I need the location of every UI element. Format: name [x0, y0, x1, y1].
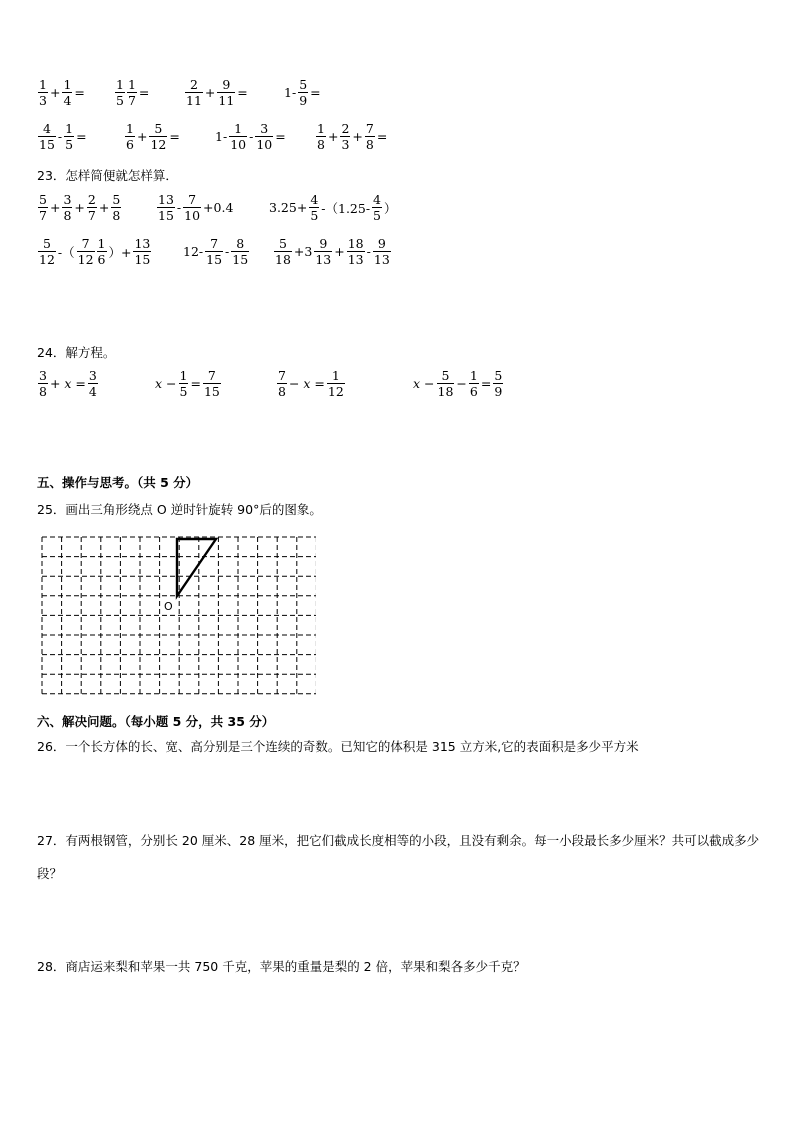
operator: +	[334, 244, 345, 260]
denominator: 15	[158, 208, 174, 224]
fraction	[111, 193, 121, 222]
numerator: 2	[87, 192, 96, 207]
denominator: 13	[373, 252, 390, 268]
denominator: 13	[347, 252, 364, 268]
numerator: 3	[260, 121, 269, 136]
fraction	[77, 237, 95, 266]
dashed-grid	[42, 537, 316, 694]
fraction	[327, 369, 345, 398]
operator: −	[456, 376, 467, 392]
denominator: 15	[134, 252, 151, 268]
operator: x −	[155, 376, 177, 392]
numerator: 5	[42, 236, 51, 251]
operator: =	[76, 129, 87, 145]
fraction	[316, 122, 326, 151]
operator: -	[249, 129, 254, 145]
numerator: 3	[39, 368, 47, 383]
denominator: 4	[63, 93, 72, 109]
operator: =	[74, 85, 85, 101]
denominator: 8	[365, 137, 374, 153]
denominator: 15	[39, 137, 55, 153]
fraction	[62, 78, 72, 107]
operator: =	[237, 85, 248, 101]
operator: =	[169, 129, 180, 145]
fraction	[97, 237, 107, 266]
fraction	[179, 369, 189, 398]
numerator: 5	[494, 368, 503, 383]
q28-text: 28．商店运来梨和苹果一共 750 千克，苹果的重量是梨的 2 倍，苹果和梨各多少千克？	[37, 959, 526, 974]
denominator: 13	[315, 252, 332, 268]
operator: +	[49, 85, 61, 101]
numerator: 5	[299, 77, 308, 92]
denominator: 4	[88, 384, 97, 400]
q24-eq-1	[37, 369, 99, 398]
point-o-label: O	[164, 600, 173, 613]
numerator: 1	[179, 368, 188, 383]
numerator: 18	[347, 236, 364, 251]
numerator: 9	[319, 236, 328, 251]
operator: +	[98, 200, 110, 216]
fraction	[38, 193, 48, 222]
fraction	[88, 369, 98, 398]
operator: =	[190, 376, 201, 392]
numerator: 1	[97, 236, 106, 251]
fraction	[38, 237, 56, 266]
denominator: 12	[39, 252, 55, 268]
denominator: 10	[256, 137, 273, 153]
numerator: 1	[331, 368, 340, 383]
denominator: 6	[469, 384, 478, 400]
calc-expr-5	[37, 122, 88, 151]
calc-expr-4	[283, 78, 322, 107]
operator: +	[352, 129, 363, 145]
q23-expr-2	[156, 193, 234, 222]
operator: -（	[57, 244, 75, 260]
numerator: 4	[310, 192, 319, 207]
denominator: 10	[184, 208, 201, 224]
denominator: 8	[278, 384, 286, 400]
calc-expr-1	[37, 78, 86, 107]
triangle-shape	[177, 539, 216, 596]
denominator: 8	[317, 137, 325, 153]
denominator: 9	[494, 384, 503, 400]
q25-text: 25．画出三角形绕点 O 逆时针旋转 90°后的图象。	[37, 502, 322, 517]
numerator: 3	[88, 368, 97, 383]
q26-text: 26．一个长方体的长、宽、高分别是三个连续的奇数。已知它的体积是 315 立方米,它的表面积是多少平方米	[37, 739, 639, 754]
operator: +3	[293, 244, 313, 260]
operator: 1-	[215, 129, 228, 145]
calc-expr-7	[214, 122, 287, 151]
numerator: 1	[65, 121, 74, 136]
q23-expr-4	[37, 237, 152, 266]
operator: -	[176, 200, 182, 216]
operator: +	[204, 85, 216, 101]
denominator: 5	[310, 208, 319, 224]
denominator: 18	[275, 252, 291, 268]
numerator: 7	[210, 236, 219, 251]
denominator: 3	[39, 93, 47, 109]
denominator: 11	[218, 93, 235, 109]
fraction	[229, 122, 247, 151]
numerator: 1	[116, 77, 124, 92]
operator: =	[376, 129, 388, 145]
numerator: 3	[63, 192, 72, 207]
operator: +	[74, 200, 85, 216]
q23-expr-1	[37, 193, 122, 222]
operator: + x =	[49, 376, 86, 392]
operator: -	[57, 129, 63, 145]
fraction	[314, 237, 332, 266]
numerator: 1	[469, 368, 478, 383]
numerator: 5	[278, 236, 287, 251]
fraction	[373, 237, 391, 266]
operator: 12-	[183, 244, 204, 260]
denominator: 9	[299, 93, 308, 109]
fraction	[125, 122, 135, 151]
fraction	[340, 122, 350, 151]
fraction	[38, 122, 56, 151]
numerator: 7	[81, 236, 90, 251]
fraction	[437, 369, 455, 398]
fraction	[38, 78, 48, 107]
fraction	[493, 369, 503, 398]
numerator: 9	[222, 77, 231, 92]
numerator: 5	[39, 192, 47, 207]
q24-eq-3	[276, 369, 346, 398]
denominator: 5	[116, 93, 124, 109]
q24-eq-4	[412, 369, 504, 398]
calc-expr-8	[315, 122, 388, 151]
fraction	[38, 369, 48, 398]
fraction	[157, 193, 175, 222]
rotation-grid	[40, 535, 316, 695]
fraction	[231, 237, 249, 266]
denominator: 8	[39, 384, 47, 400]
q27-text: 27．有两根钢管，分别长 20 厘米、28 厘米，把它们截成长度相等的小段，且没有剩余。每一小段最长多少厘米？共可以截成多少段？	[37, 833, 760, 881]
denominator: 15	[203, 384, 220, 400]
fraction	[203, 369, 221, 398]
section6-title: 六、解决问题。（每小题 5 分，共 35 分）	[37, 714, 275, 729]
numerator: 1	[317, 121, 325, 136]
operator: +0.4	[203, 200, 234, 216]
fraction	[205, 237, 223, 266]
fraction	[309, 193, 319, 222]
denominator: 15	[232, 252, 249, 268]
operator: =	[275, 129, 286, 145]
denominator: 5	[65, 137, 74, 153]
denominator: 8	[63, 208, 72, 224]
denominator: 12	[327, 384, 344, 400]
numerator: 5	[441, 368, 450, 383]
fraction	[64, 122, 74, 151]
denominator: 12	[150, 137, 167, 153]
calc-expr-6	[124, 122, 181, 151]
operator: 3.25+	[269, 200, 308, 216]
numerator: 13	[158, 192, 174, 207]
denominator: 8	[112, 208, 121, 224]
numerator: 1	[63, 77, 72, 92]
q23-expr-6	[273, 237, 392, 266]
section5-title: 五、操作与思考。（共 5 分）	[37, 475, 199, 490]
denominator: 18	[437, 384, 454, 400]
numerator: 2	[341, 121, 350, 136]
numerator: 1	[126, 121, 134, 136]
operator: 1-	[284, 85, 297, 101]
fraction	[347, 237, 365, 266]
denominator: 11	[186, 93, 202, 109]
denominator: 7	[87, 208, 96, 224]
fraction	[217, 78, 235, 107]
operator: +	[49, 200, 61, 216]
numerator: 4	[42, 121, 51, 136]
numerator: 13	[134, 236, 151, 251]
numerator: 5	[112, 192, 121, 207]
calc-expr-2	[114, 78, 150, 107]
numerator: 7	[365, 121, 374, 136]
q23-expr-3	[268, 193, 398, 222]
denominator: 5	[373, 208, 381, 224]
operator: +	[327, 129, 339, 145]
operator: − x =	[288, 376, 325, 392]
fraction	[185, 78, 203, 107]
q24-title: 24．解方程。	[37, 345, 116, 360]
fraction	[87, 193, 97, 222]
fraction	[149, 122, 167, 151]
operator: =	[310, 85, 321, 101]
fraction	[115, 78, 125, 107]
denominator: 10	[230, 137, 247, 153]
fraction	[365, 122, 375, 151]
numerator: 7	[278, 368, 286, 383]
denominator: 6	[97, 252, 106, 268]
denominator: 12	[77, 252, 94, 268]
numerator: 4	[373, 192, 381, 207]
numerator: 5	[154, 121, 163, 136]
q23-title: 23．怎样简便就怎样算．	[37, 168, 178, 183]
fraction	[62, 193, 72, 222]
fraction	[274, 237, 292, 266]
operator: +	[136, 129, 148, 145]
denominator: 3	[341, 137, 350, 153]
numerator: 1	[234, 121, 243, 136]
fraction	[277, 369, 287, 398]
denominator: 6	[126, 137, 134, 153]
numerator: 1	[39, 77, 47, 92]
operator: x −	[413, 376, 435, 392]
denominator: 7	[39, 208, 47, 224]
operator: -（1.25-	[321, 200, 371, 216]
fraction	[133, 237, 151, 266]
q23-expr-5	[182, 237, 250, 266]
fraction	[372, 193, 382, 222]
fraction	[298, 78, 308, 107]
numerator: 2	[189, 77, 198, 92]
numerator: 7	[188, 192, 197, 207]
numerator: 1	[127, 77, 136, 92]
operator: =	[138, 85, 150, 101]
numerator: 8	[236, 236, 245, 251]
operator: ）+	[108, 244, 132, 260]
fraction	[183, 193, 201, 222]
fraction	[255, 122, 273, 151]
operator: ）	[384, 200, 397, 216]
denominator: 7	[127, 93, 136, 109]
numerator: 9	[377, 236, 386, 251]
denominator: 5	[179, 384, 188, 400]
fraction	[127, 78, 137, 107]
operator: -	[366, 244, 371, 260]
operator: -	[225, 244, 230, 260]
numerator: 7	[207, 368, 216, 383]
q24-eq-2	[154, 369, 222, 398]
denominator: 15	[206, 252, 223, 268]
fraction	[469, 369, 479, 398]
calc-expr-3	[184, 78, 249, 107]
operator: =	[480, 376, 492, 392]
